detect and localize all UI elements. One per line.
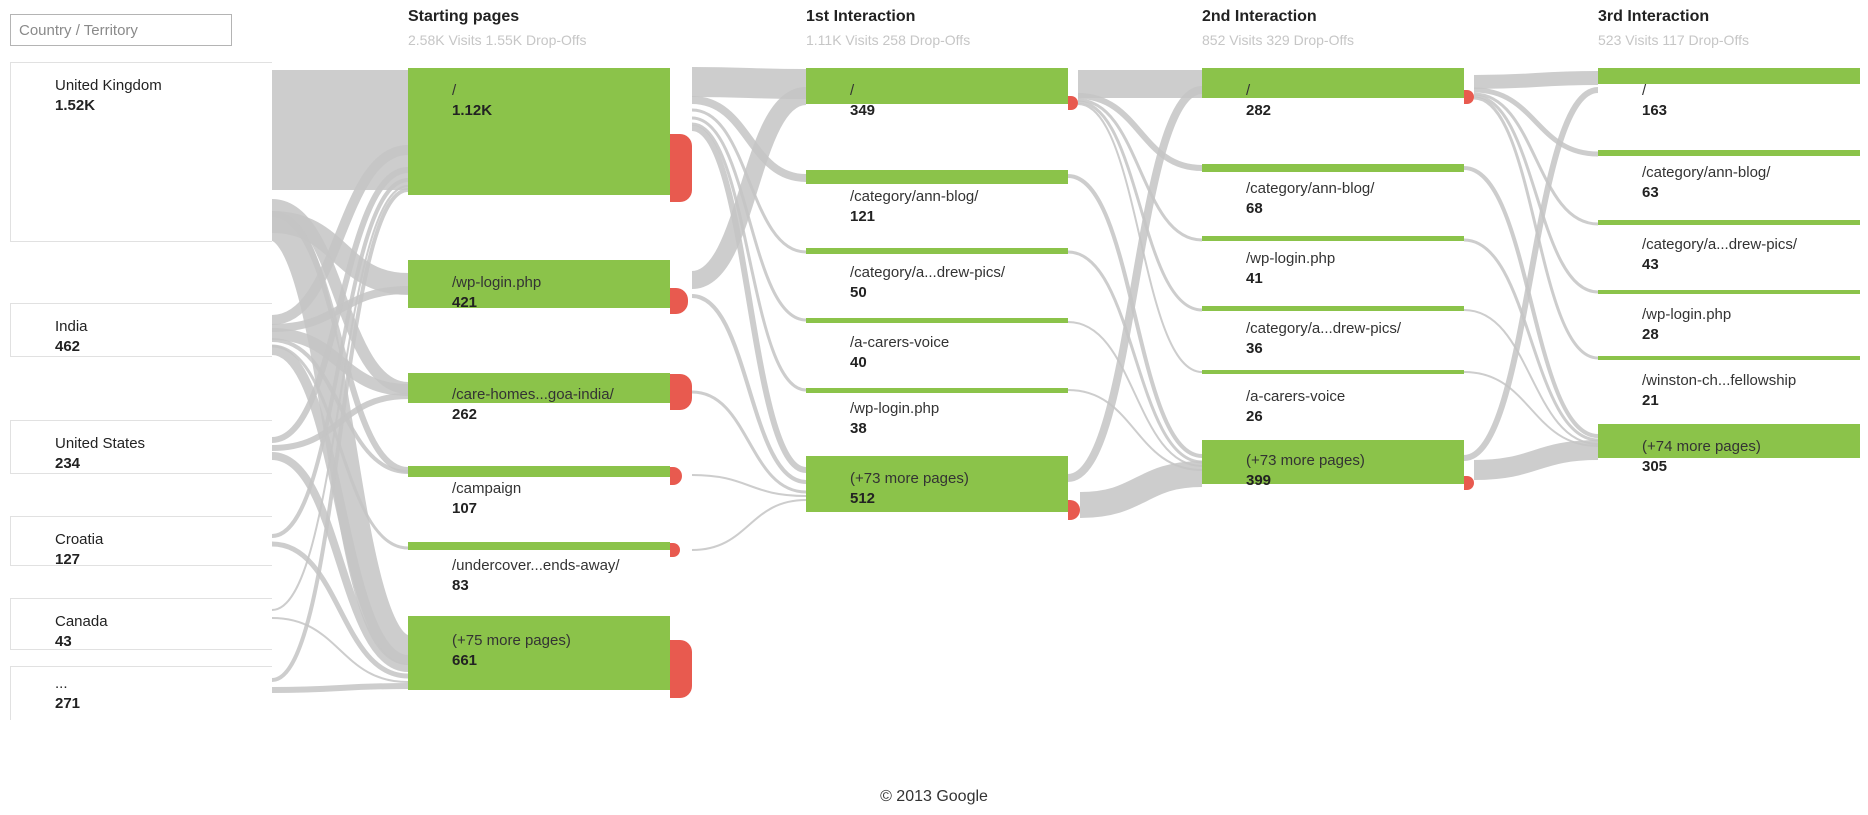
node-interaction3-ann-blog[interactable] [1598,150,1860,156]
column-title: 2nd Interaction [1202,8,1317,25]
column-subtitle: 2.58K Visits 1.55K Drop-Offs [408,32,587,48]
node-label: /wp-login.php [1642,306,1732,323]
column-title: Starting pages [408,8,520,25]
node-interaction3-wp-login[interactable] [1598,290,1860,294]
node-label: /wp-login.php [452,274,542,291]
node-starting-more-pages[interactable] [408,616,670,690]
flow-band-30 [692,500,806,550]
country-node-croatia[interactable] [10,516,272,566]
node-starting-campaign[interactable] [408,466,670,477]
node-value: 349 [850,102,876,119]
node-label: /wp-login.php [1246,250,1336,267]
country-node-india[interactable] [10,303,272,357]
node-value: 661 [452,652,478,669]
country-value: 462 [55,338,81,355]
node-label: (+73 more pages) [850,470,969,487]
node-label: (+75 more pages) [452,632,571,649]
node-value: 63 [1642,184,1659,201]
node-value: 421 [452,294,478,311]
drop-off-marker[interactable] [670,374,692,410]
country-node-united-states[interactable] [10,420,272,474]
node-interaction1-drew-pics[interactable] [806,248,1068,254]
node-interaction2-wp-login[interactable] [1202,236,1464,241]
node-value: 107 [452,500,478,517]
node-value: 262 [452,406,478,423]
node-interaction3-winston[interactable] [1598,356,1860,360]
flow-band-44 [1474,94,1598,224]
node-label: / [452,82,457,99]
column-header-3rd-interaction [1598,8,1749,48]
node-interaction2-root[interactable] [1202,68,1464,98]
flow-band-41 [1080,474,1202,505]
column-subtitle: 523 Visits 117 Drop-Offs [1598,32,1749,48]
drop-off-marker[interactable] [670,640,692,698]
node-value: 163 [1642,102,1668,119]
column-header-1st-interaction [806,8,970,48]
node-label: /a-carers-voice [1246,388,1346,405]
drop-off-marker[interactable] [670,134,692,202]
node-value: 121 [850,208,876,225]
node-label: /wp-login.php [850,400,940,417]
flow-band-33 [1078,100,1202,240]
node-label: /category/a...drew-pics/ [850,264,1006,281]
country-value: 234 [55,455,81,472]
flow-band-51 [1464,90,1598,458]
node-interaction1-carers-voice[interactable] [806,318,1068,323]
node-label: /campaign [452,480,522,497]
column-header-starting-pages [408,8,586,48]
node-interaction2-drew-pics[interactable] [1202,306,1464,311]
node-starting-root[interactable] [408,68,670,195]
country-value: 271 [55,695,81,712]
country-label: Canada [55,613,108,630]
country-node-united-kingdom[interactable] [10,62,272,242]
node-label: /winston-ch...fellowship [1642,372,1797,389]
node-value: 26 [1246,408,1263,425]
node-label: /care-homes...goa-india/ [452,386,614,403]
node-value: 83 [452,577,469,594]
column-header-2nd-interaction [1202,8,1354,48]
node-label: / [850,82,855,99]
node-label: /category/a...drew-pics/ [1246,320,1402,337]
node-value: 41 [1246,270,1263,287]
country-label: United States [55,435,146,452]
node-interaction2-carers-voice[interactable] [1202,370,1464,374]
flow-band-50 [1464,372,1598,446]
node-starting-undercover[interactable] [408,542,670,550]
country-node-canada[interactable] [10,598,272,650]
flow-band-19 [272,686,408,690]
node-value: 38 [850,420,867,437]
node-label: / [1246,82,1251,99]
country-label: India [55,318,88,335]
column-subtitle: 1.11K Visits 258 Drop-Offs [806,32,971,48]
node-label: /undercover...ends-away/ [452,557,620,574]
node-label: /category/ann-blog/ [1246,180,1375,197]
node-value: 512 [850,490,876,507]
node-label: (+73 more pages) [1246,452,1365,469]
country-label: United Kingdom [55,77,162,94]
flow-band-29 [692,475,806,496]
node-label: (+74 more pages) [1642,438,1761,455]
node-interaction2-ann-blog[interactable] [1202,164,1464,172]
node-label: /category/ann-blog/ [850,188,979,205]
dimension-selector[interactable]: Country / Territory [10,14,232,46]
node-value: 1.12K [452,102,493,119]
column-title: 3rd Interaction [1598,8,1710,25]
node-value: 68 [1246,200,1263,217]
country-value: 1.52K [55,97,96,114]
copyright-footer: © 2013 Google [880,788,988,805]
node-label: /category/ann-blog/ [1642,164,1771,181]
country-value: 127 [55,551,81,568]
node-interaction1-root[interactable] [806,68,1068,104]
node-value: 399 [1246,472,1272,489]
node-label: /a-carers-voice [850,334,950,351]
node-value: 50 [850,284,867,301]
node-value: 36 [1246,340,1263,357]
node-value: 28 [1642,326,1659,343]
flow-band-20 [692,82,806,84]
node-label: / [1642,82,1647,99]
node-interaction3-drew-pics[interactable] [1598,220,1860,225]
flow-band-52 [1474,450,1598,470]
node-label: /category/a...drew-pics/ [1642,236,1798,253]
flow-band-42 [1474,78,1598,82]
flow-band-40 [1068,90,1202,478]
country-label: Croatia [55,531,104,548]
node-value: 43 [1642,256,1659,273]
country-value: 43 [55,633,72,650]
node-value: 305 [1642,458,1668,475]
column-subtitle: 852 Visits 329 Drop-Offs [1202,32,1355,48]
node-interaction3-root[interactable] [1598,68,1860,84]
country-node-other[interactable] [10,666,272,720]
node-value: 282 [1246,102,1272,119]
node-value: 21 [1642,392,1659,409]
node-value: 40 [850,354,867,371]
node-interaction1-wp-login[interactable] [806,388,1068,393]
country-label: ... [55,675,68,692]
node-interaction1-ann-blog[interactable] [806,170,1068,184]
column-title: 1st Interaction [806,8,916,25]
